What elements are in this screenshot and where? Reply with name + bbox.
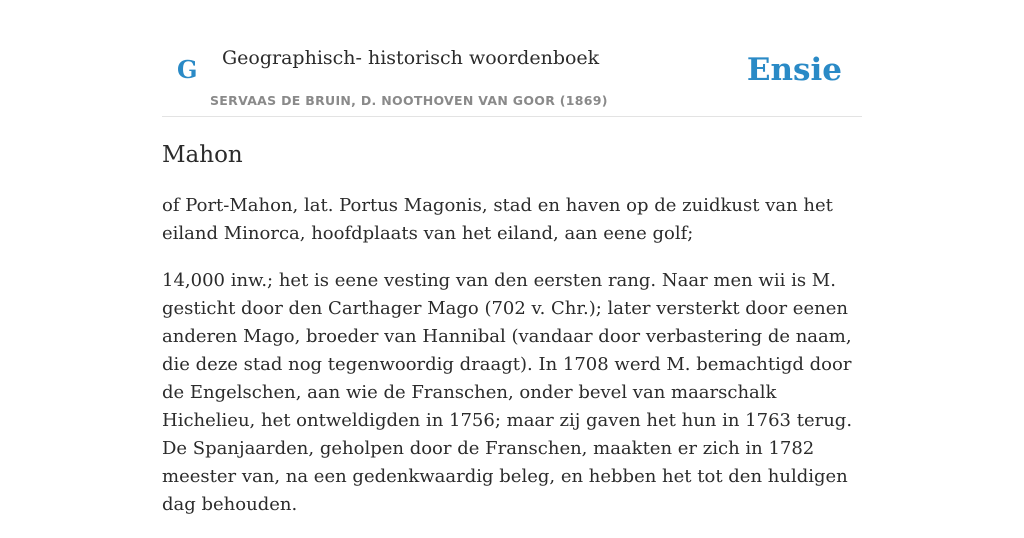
entry-title: Mahon xyxy=(162,142,243,168)
page xyxy=(162,0,862,515)
book-title[interactable]: Geographisch- historisch woordenboek xyxy=(222,47,600,69)
book-letter-icon[interactable]: G xyxy=(177,55,198,84)
entry-paragraph: 14,000 inw.; het is eene vesting van den eersten rang. Naar men wii is M. gesticht door den Carthager Mago (702 v. Chr.); later versterkt door eenen anderen Mago, broeder van Hannibal (vandaar door verbastering de naam, die deze stad nog tegenwoordig draagt). In 1708 werd M. bemachtigd door de Engelschen, aan wie de Franschen, onder bevel van maarschalk Hichelieu, het ontweldigden in 1756; maar zij gaven het hun in 1763 terug. De Spanjaarden, geholpen door de Franschen, maakten er zich in 1782 meester van, na een gedenkwaardig beleg, en hebben het tot den huldigen dag behouden. xyxy=(162,270,853,515)
entry-paragraph: of Port-Mahon, lat. Portus Magonis, stad en haven op de zuidkust van het eiland Minorca, hoofdplaats van het eiland, aan eene golf; xyxy=(162,195,833,244)
entry-content xyxy=(162,192,862,538)
book-authors: SERVAAS DE BRUIN, D. NOOTHOVEN VAN GOOR (1869) xyxy=(210,93,608,108)
ensie-logo[interactable]: Ensie xyxy=(746,52,842,88)
book-header xyxy=(162,0,862,117)
